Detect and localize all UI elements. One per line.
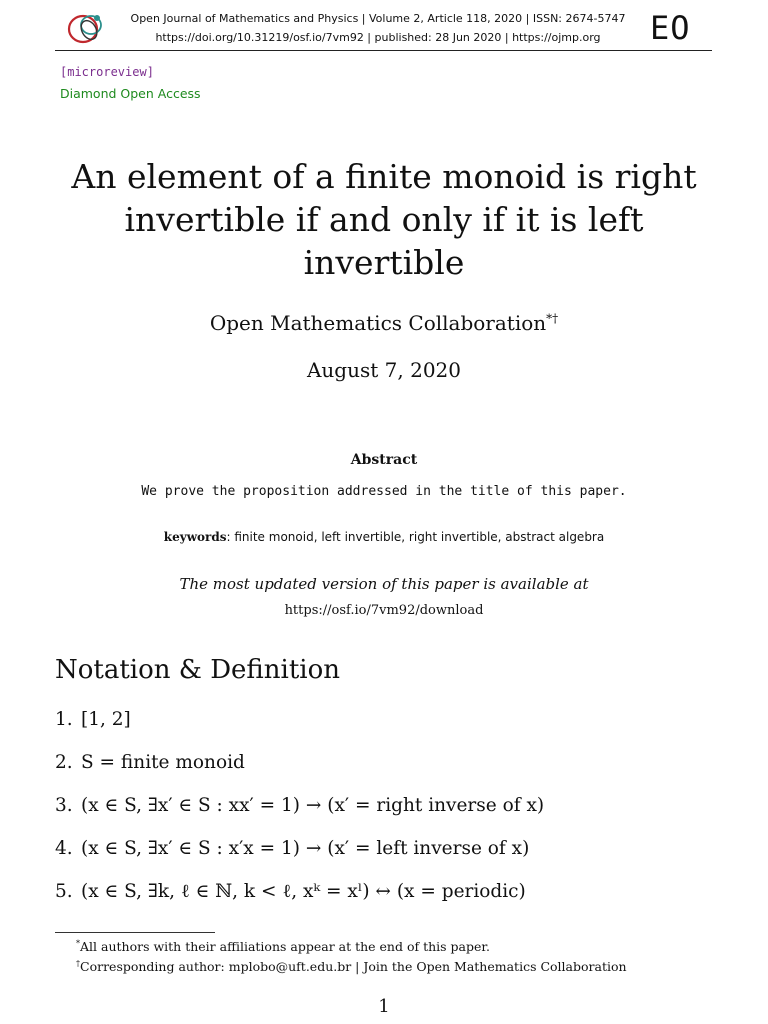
list-item — [55, 709, 735, 752]
item-number: 2. — [55, 752, 73, 773]
footnote-text: Corresponding author: mplobo@uft.edu.br | Join the Open Mathematics Collaboration — [80, 959, 627, 975]
journal-mark: EO — [650, 9, 691, 47]
journal-info-line: Open Journal of Mathematics and Physics | Volume 2, Article 118, 2020 | ISSN: 2674-5747 — [130, 12, 626, 25]
keywords-label: keywords — [163, 530, 227, 544]
list-item — [55, 795, 735, 838]
keywords-text: : finite monoid, left invertible, right invertible, abstract algebra — [226, 530, 605, 544]
item-number: 4. — [55, 838, 73, 859]
author-footnote-marks: *† — [546, 311, 559, 326]
header-rule — [55, 50, 712, 51]
keywords-line — [30, 530, 738, 544]
item-number: 5. — [55, 881, 73, 902]
footnote-affiliations — [76, 939, 490, 954]
doi-line: https://doi.org/10.31219/osf.io/7vm92 | published: 28 Jun 2020 | https://ojmp.org — [155, 31, 601, 44]
page-number: 1 — [378, 996, 390, 1017]
item-number: 1. — [55, 709, 73, 730]
list-item — [55, 838, 735, 881]
availability-note: The most updated version of this paper is available at — [179, 575, 589, 593]
abstract-heading: Abstract — [350, 452, 418, 468]
item-expression: (x ∈ S, ∃x′ ∈ S : xx′ = 1) → (x′ = right inverse of x) — [81, 795, 545, 816]
footnote-mark: * — [76, 939, 80, 948]
list-item — [55, 881, 735, 924]
download-url-link[interactable]: https://osf.io/7vm92/download — [284, 603, 484, 618]
item-expression: S = finite monoid — [81, 752, 245, 773]
item-number: 3. — [55, 795, 73, 816]
item-expression: [1, 2] — [81, 709, 131, 730]
item-expression: (x ∈ S, ∃x′ ∈ S : x′x = 1) → (x′ = left inverse of x) — [81, 838, 530, 859]
open-access-tag: Diamond Open Access — [60, 86, 201, 101]
list-item — [55, 752, 735, 795]
footnote-mark: † — [76, 959, 80, 968]
article-type-tag: [microreview] — [60, 65, 154, 79]
author-line — [84, 311, 684, 335]
footnote-text: All authors with their affiliations appear at the end of this paper. — [80, 939, 490, 955]
definition-list — [55, 709, 735, 924]
section-heading: Notation & Definition — [55, 655, 340, 685]
paper-date: August 7, 2020 — [306, 358, 461, 382]
paper-title: An element of a finite monoid is right invertible if and only if it is left invertible — [71, 157, 697, 282]
author-name: Open Mathematics Collaboration — [209, 311, 547, 335]
item-expression: (x ∈ S, ∃k, ℓ ∈ ℕ, k < ℓ, xᵏ = xˡ) ↔ (x = periodic) — [81, 881, 526, 902]
journal-logo-icon — [66, 10, 108, 46]
abstract-text: We prove the proposition addressed in the title of this paper. — [141, 484, 627, 499]
footnote-corresponding — [76, 959, 627, 974]
footnote-rule — [55, 932, 215, 933]
